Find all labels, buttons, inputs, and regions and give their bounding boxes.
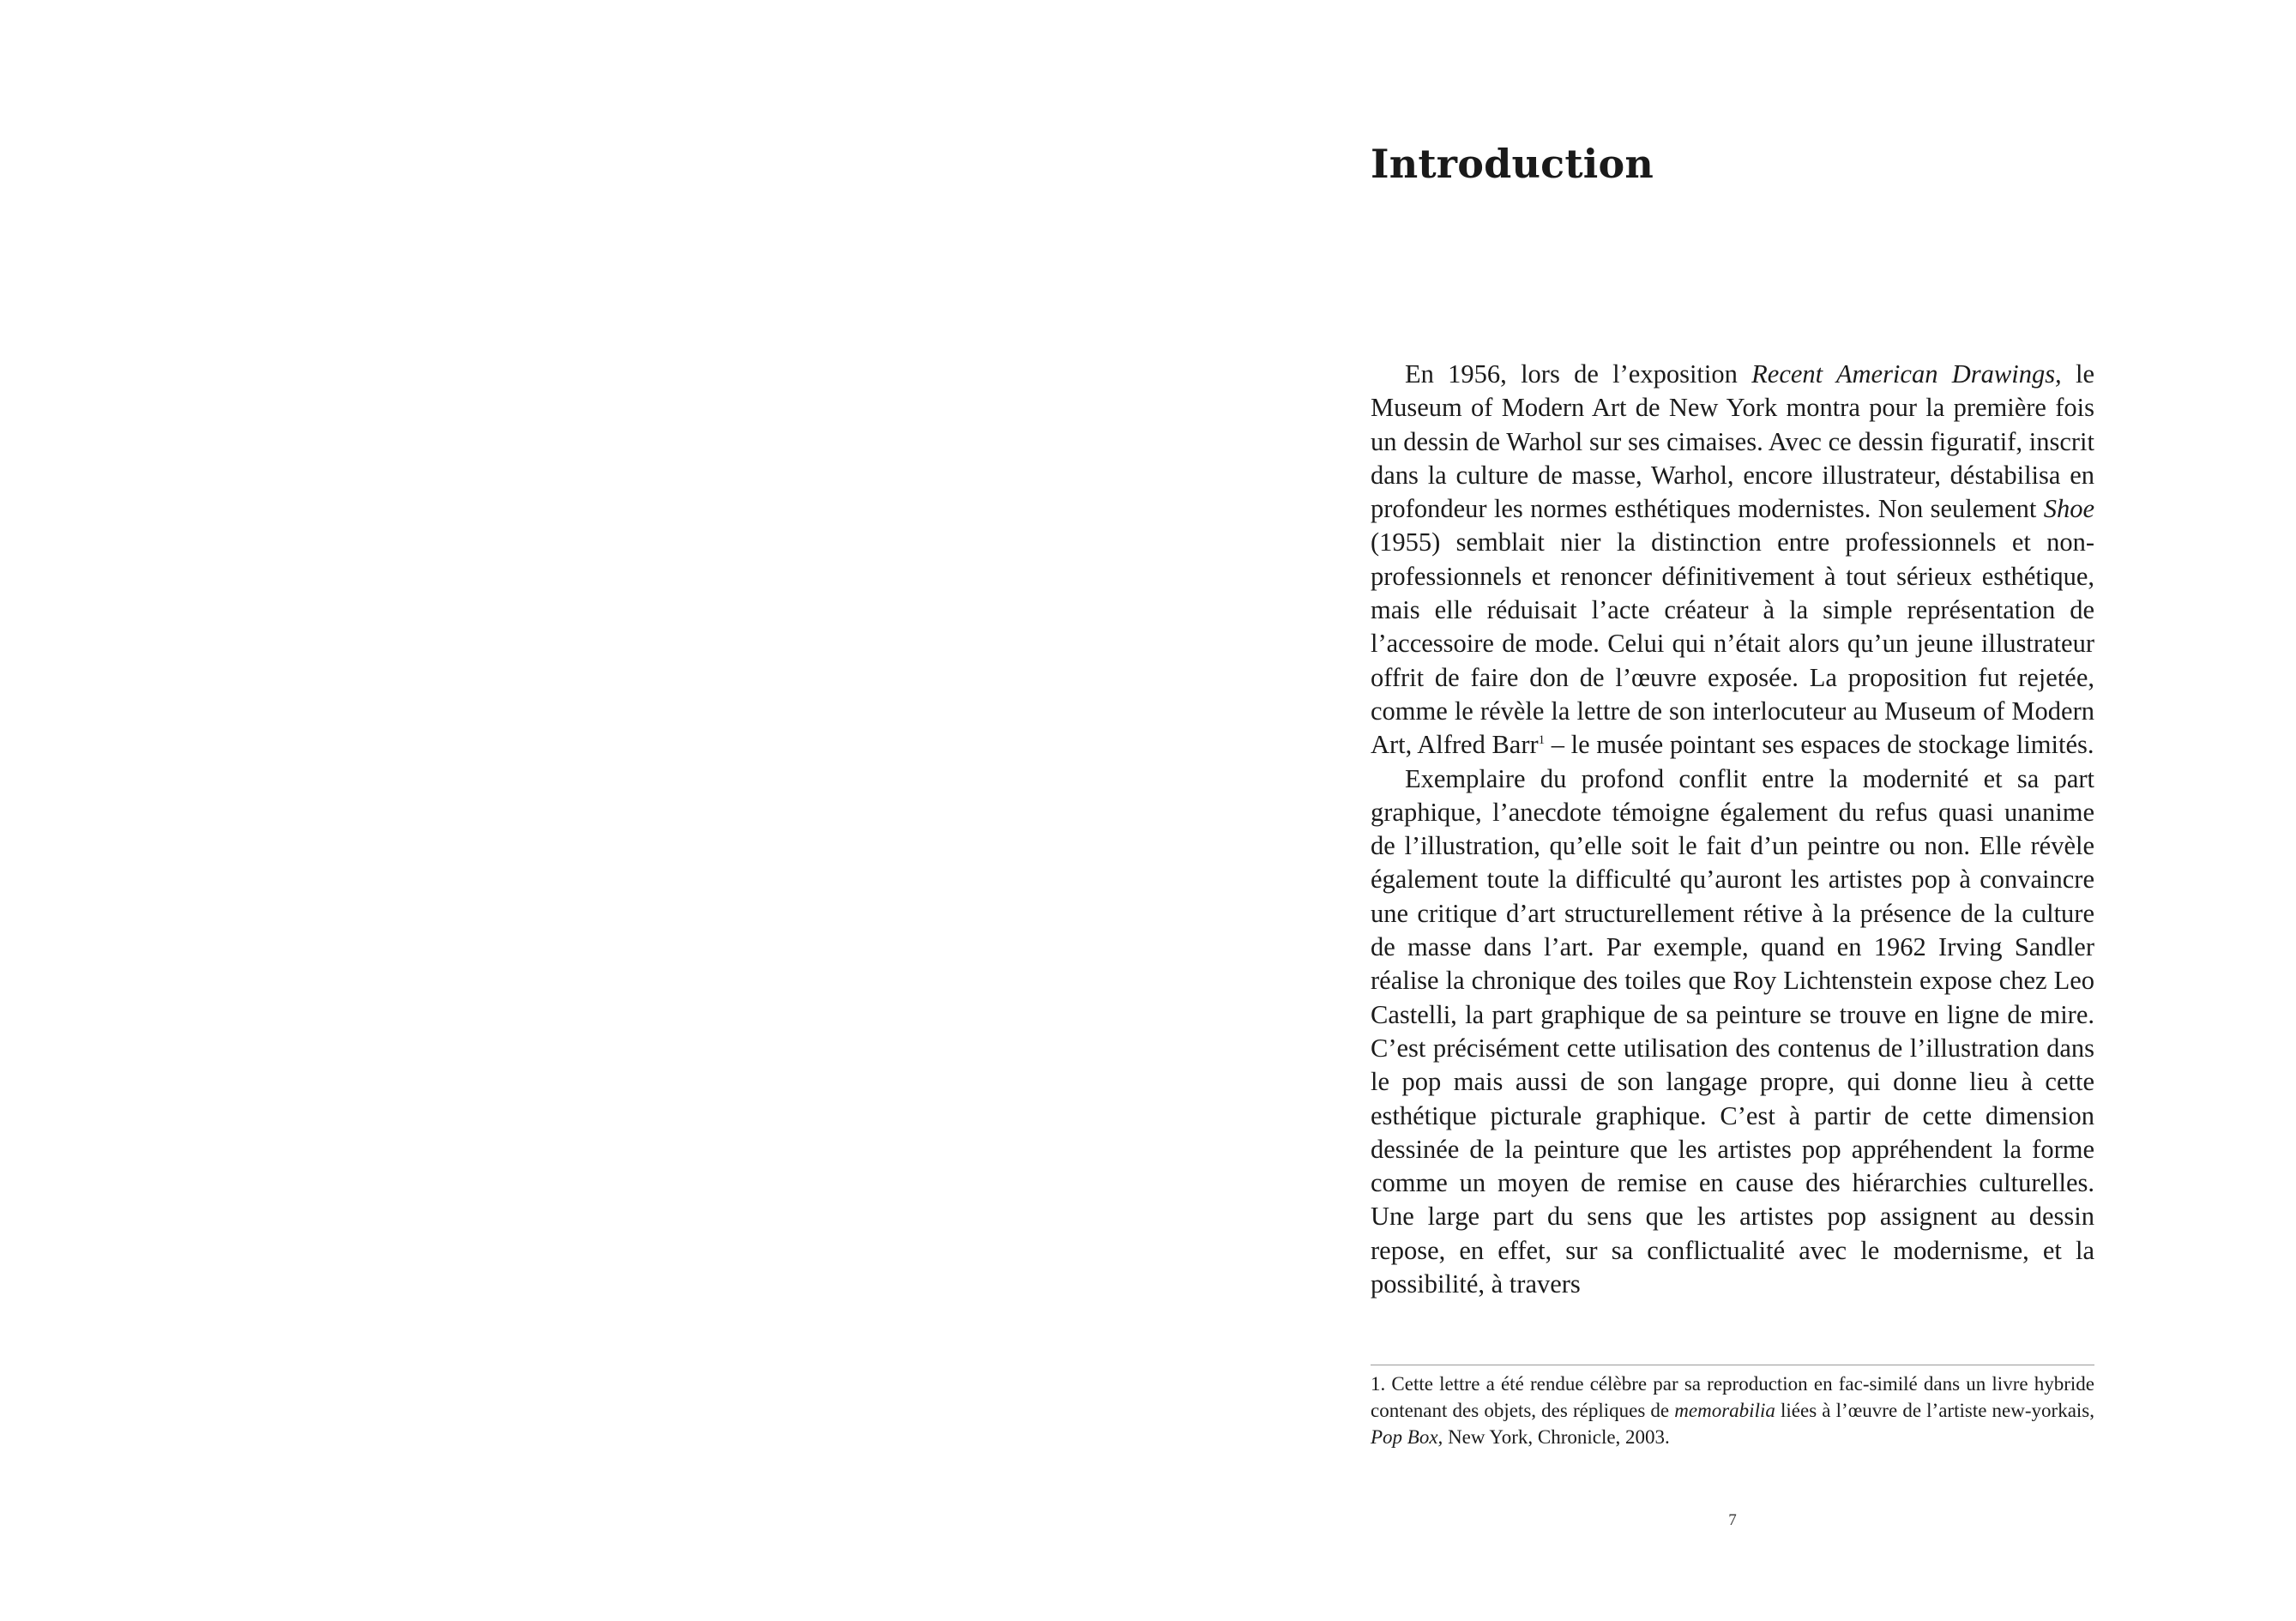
chapter-title: Introduction <box>1371 141 1654 187</box>
paragraph-text: Exemplaire du profond conflit entre la modernité et sa part graphique, l’anecdote témoigne également du refus quasi unanime de l’illustration, qu’elle soit le fait d’un peintre ou non. Elle révèle également toute la difficulté qu’auront les artistes pop à convaincre une critique d’art structurellement rétive à la présence de la culture de masse dans l’art. Par exemple, quand en 1962 Irving Sandler réalise la chronique des toiles que Roy Lichtenstein expose chez Leo Castelli, la part graphique de sa peinture se trouve en ligne de mire. C’est précisément cette utilisation des contenus de l’illustration dans le pop mais aussi de son langage propre, qui donne lieu à cette esthétique picturale graphique. C’est à partir de cette dimension dessinée de la peinture que les artistes pop appréhendent la forme comme un moyen de remise en cause des hiérarchies culturelles. Une large part du sens que les artistes pop assignent au dessin repose, en effet, sur sa conflictualité avec le modernisme, et la possibilité, à travers <box>1371 763 2094 1299</box>
paragraph-text: (1955) semblait nier la distinction entre professionnels et non-professionnels et renoncer définitivement à tout sérieux esthétique, mais elle réduisait l’acte créateur à la simple représentation de l’accessoire de mode. Celui qui n’était alors qu’un jeune illustrateur offrit de faire don de l’œuvre exposée. La proposition fut rejetée, comme le révèle la lettre de son interlocuteur au Museum of Modern Art, Alfred Barr <box>1371 527 2094 760</box>
footnote-text: 1. Cette lettre a été rendue célèbre par sa reproduction en fac-similé dans un livre hybride contenant des objets, des répliques de <box>1371 1373 2094 1421</box>
page-number: 7 <box>1728 1511 1737 1529</box>
body-text <box>1371 358 2094 1301</box>
paragraph <box>1371 358 2094 762</box>
footnote-italic: memorabilia <box>1674 1400 1775 1421</box>
artwork-title: Shoe <box>2043 494 2094 524</box>
right-page <box>1148 0 2296 1621</box>
footnote-reference: 1 <box>1538 733 1546 748</box>
footnote <box>1371 1371 2094 1450</box>
footnote-text: liées à l’œuvre de l’artiste new-yorkais, <box>1775 1400 2094 1421</box>
paragraph-text: – le musée pointant ses espaces de stockage limités. <box>1545 730 2094 760</box>
book-title: Pop Box, <box>1371 1426 1443 1448</box>
exhibition-title: Recent American Drawings, <box>1751 359 2062 389</box>
footnote-text: New York, Chronicle, 2003. <box>1443 1426 1670 1448</box>
paragraph-text: le Museum of Modern Art de New York montra pour la première fois un dessin de Warhol sur ses cimaises. Avec ce dessin figuratif, inscrit dans la culture de masse, Warhol, encore illustrateur, déstabilisa en profondeur les normes esthétiques modernistes. Non seulement <box>1371 359 2094 524</box>
paragraph-text: En 1956, lors de l’exposition <box>1405 359 1752 389</box>
paragraph <box>1371 762 2094 1302</box>
